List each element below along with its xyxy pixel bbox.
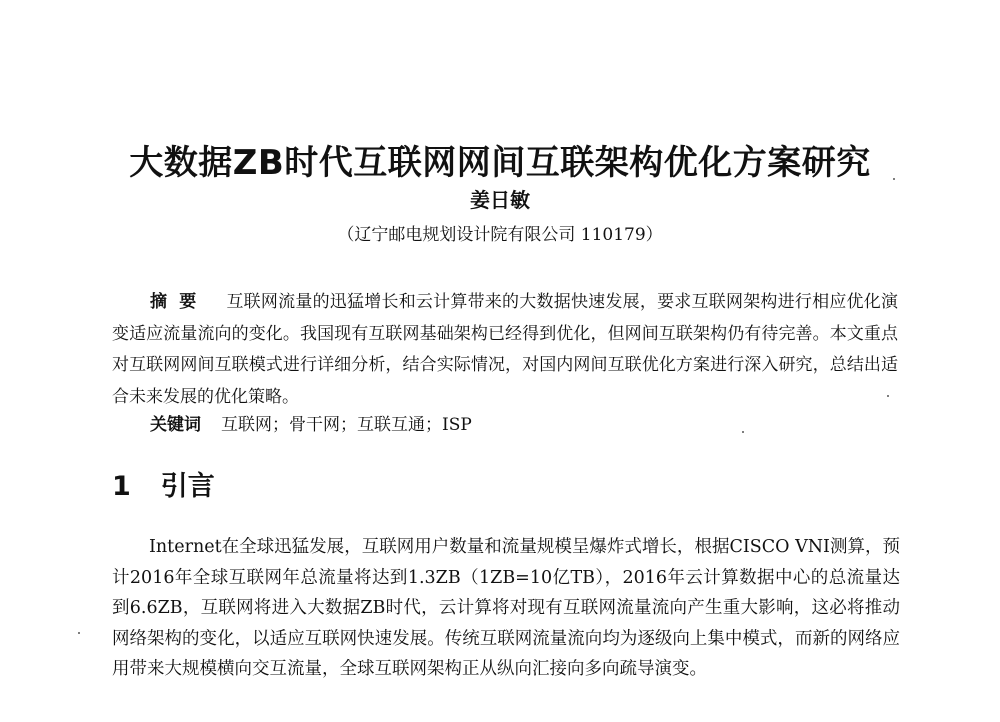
keywords-line (150, 411, 898, 439)
keywords-text: 互联网；骨干网；互联互通；ISP (221, 415, 472, 435)
section-title: 引言 (160, 471, 215, 502)
section-number: 1 (112, 471, 131, 502)
scan-speck (887, 395, 889, 397)
paper-title: 大数据ZB时代互联网网间互联架构优化方案研究 (129, 143, 871, 183)
abstract-paragraph (112, 287, 898, 413)
scan-speck (742, 431, 744, 433)
abstract-text: 互联网流量的迅猛增长和云计算带来的大数据快速发展，要求互联网架构进行相应优化演变适应流量流向的变化。我国现有互联网基础架构已经得到优化，但网间互联架构仍有待完善。本文重点对互联网网间互联模式进行详细分析，结合实际情况，对国内网间互联优化方案进行深入研究，总结出适合未来发展的优化策略。 (112, 292, 899, 407)
keywords-label: 关键词 (150, 415, 201, 435)
scan-speck (893, 178, 895, 180)
section-heading (112, 467, 215, 507)
author-name: 姜日敏 (470, 188, 530, 212)
body-paragraph: Internet在全球迅猛发展，互联网用户数量和流量规模呈爆炸式增长，根据CISCO VNI测算，预计2016年全球互联网年总流量将达到1.3ZB（1ZB=10亿TB），2016年云计算数据中心的总流量达到6.6ZB，互联网将进入大数据ZB时代，云计算将对现有互联网流量流向产生重大影响，这必将推动网络架构的变化，以适应互联网快速发展。传统互联网流量流向均为逐级向上集中模式，而新的网络应用带来大规模横向交互流量，全球互联网架构正从纵向汇接向多向疏导演变。 (112, 537, 900, 679)
abstract-label: 摘要 (150, 292, 209, 312)
author-affiliation: （辽宁邮电规划设计院有限公司 110179） (337, 225, 663, 245)
scan-speck (78, 632, 80, 634)
